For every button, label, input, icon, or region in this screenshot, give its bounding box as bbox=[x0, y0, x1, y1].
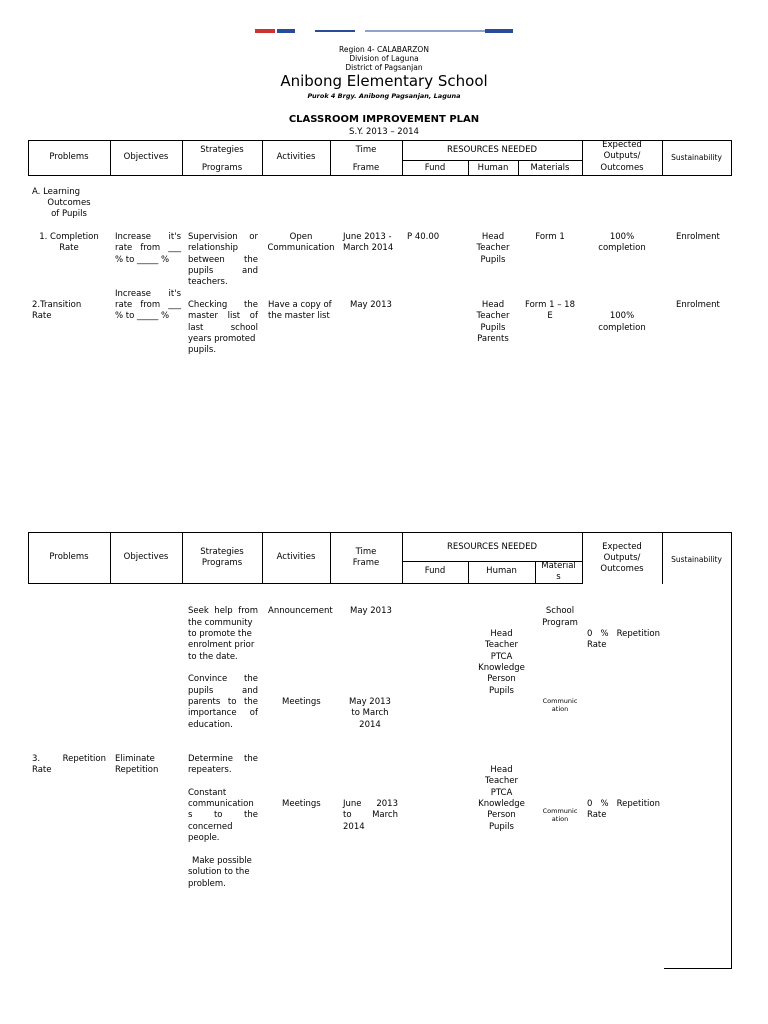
col-materials: Materials bbox=[530, 163, 570, 173]
school-name: Anibong Elementary School bbox=[280, 72, 488, 90]
col-activities: Activities bbox=[276, 152, 316, 162]
col2-programs: Programs bbox=[201, 558, 243, 568]
section-a-2: Outcomes bbox=[47, 198, 91, 208]
col-sustainability: Sustainability bbox=[671, 153, 722, 162]
col-objectives: Objectives bbox=[123, 152, 169, 162]
col-strategies: Strategies bbox=[200, 145, 244, 155]
school-address: Purok 4 Brgy. Anibong Pagsanjan, Laguna bbox=[307, 92, 461, 100]
plan-title: CLASSROOM IMPROVEMENT PLAN bbox=[288, 114, 480, 125]
col2-expected-3: Outcomes bbox=[600, 564, 644, 574]
col-fund: Fund bbox=[424, 163, 446, 173]
district-text: District of Pagsanjan bbox=[345, 63, 423, 72]
col2-resources: RESOURCES NEEDED bbox=[446, 542, 538, 552]
col-expected-1: Expected bbox=[602, 140, 642, 150]
col2-materials-1: Material bbox=[541, 561, 576, 571]
col2-objectives: Objectives bbox=[123, 552, 169, 562]
school-logo bbox=[255, 26, 515, 36]
col2-sustainability: Sustainability bbox=[671, 555, 722, 564]
school-year: S.Y. 2013 – 2014 bbox=[349, 127, 419, 137]
division-text: Division of Laguna bbox=[349, 54, 419, 63]
col2-strategies: Strategies bbox=[200, 547, 244, 557]
col-time: Time bbox=[355, 145, 377, 155]
region-text: Region 4- CALABARZON bbox=[339, 45, 429, 54]
col-resources: RESOURCES NEEDED bbox=[446, 145, 538, 155]
col-problems: Problems bbox=[49, 152, 89, 162]
col2-expected-1: Expected bbox=[602, 542, 642, 552]
col2-activities: Activities bbox=[276, 552, 316, 562]
col2-fund: Fund bbox=[424, 566, 446, 576]
section-a-1: A. Learning bbox=[32, 187, 80, 197]
col-expected-3: Outcomes bbox=[600, 163, 644, 173]
col-human: Human bbox=[477, 163, 509, 173]
col2-expected-2: Outputs/ bbox=[603, 553, 641, 563]
col-programs: Programs bbox=[201, 163, 243, 173]
col-expected-2: Outputs/ bbox=[603, 151, 641, 161]
col2-human: Human bbox=[486, 566, 517, 576]
col-frame: Frame bbox=[352, 163, 380, 173]
section-a-3: of Pupils bbox=[51, 209, 87, 219]
col2-frame: Frame bbox=[352, 558, 380, 568]
col2-problems: Problems bbox=[49, 552, 89, 562]
col2-materials-2: s bbox=[556, 572, 561, 582]
col2-time: Time bbox=[355, 547, 377, 557]
